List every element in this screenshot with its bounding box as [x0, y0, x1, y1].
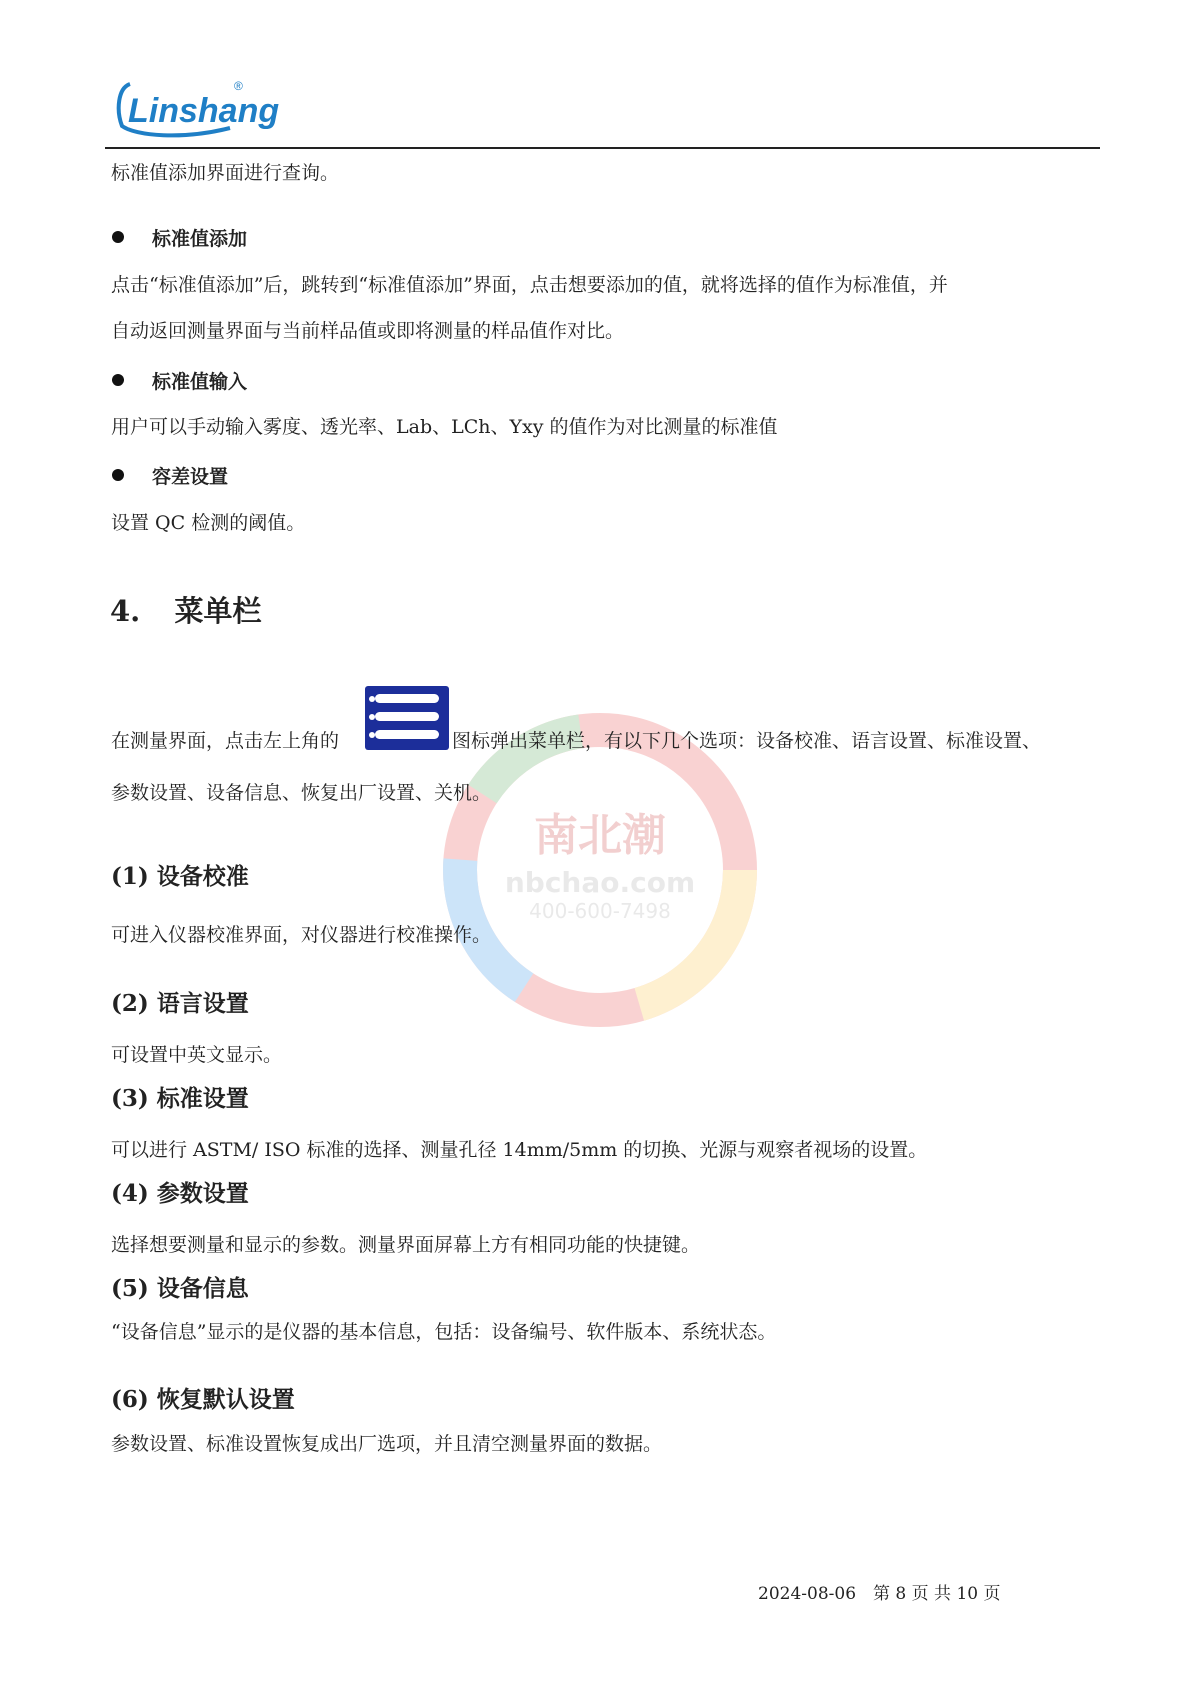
watermark-text-domain: nbchao.com	[504, 866, 696, 899]
item-title-device-info: (5) 设备信息	[111, 1275, 249, 1302]
bullet-text-tolerance: 设置 QC 检测的阈值。	[111, 512, 306, 534]
logo-text: Linshang	[128, 92, 280, 130]
bullet-dot	[112, 469, 124, 481]
section-heading	[110, 589, 262, 630]
item-title-factory-reset: (6) 恢复默认设置	[111, 1386, 295, 1413]
bullet-title-standard-add: 标准值添加	[152, 228, 248, 250]
menu-list-icon	[365, 686, 449, 750]
header-rule	[105, 147, 1100, 149]
item-title-standard: (3) 标准设置	[111, 1085, 249, 1112]
bullet-title-standard-input: 标准值输入	[152, 371, 248, 393]
item-desc-device-info: “设备信息”显示的是仪器的基本信息，包括：设备编号、软件版本、系统状态。	[111, 1321, 777, 1343]
bullet-dot	[112, 231, 124, 243]
watermark-text-cn: 南北潮	[534, 810, 666, 861]
bullet-text-standard-add-1: 点击“标准值添加”后，跳转到“标准值添加”界面，点击想要添加的值，就将选择的值作为标准值，并	[111, 274, 948, 296]
item-desc-factory-reset: 参数设置、标准设置恢复成出厂选项，并且清空测量界面的数据。	[111, 1433, 663, 1455]
bullet-text-standard-add-2: 自动返回测量界面与当前样品值或即将测量的样品值作对比。	[111, 320, 625, 342]
bullet-dot	[112, 374, 124, 386]
item-desc-standard: 可以进行 ASTM/ ISO 标准的选择、测量孔径 14mm/5mm 的切换、光源与观察者视场的设置。	[111, 1139, 928, 1161]
section-number: 4.	[110, 594, 141, 628]
intro-line: 标准值添加界面进行查询。	[111, 162, 340, 184]
page-footer: 2024-08-06 第 8 页 共 10 页	[758, 1584, 1001, 1604]
item-desc-parameter: 选择想要测量和显示的参数。测量界面屏幕上方有相同功能的快捷键。	[111, 1234, 701, 1256]
section-intro-line2: 参数设置、设备信息、恢复出厂设置、关机。	[111, 782, 492, 804]
section-intro-part1: 在测量界面，点击左上角的	[111, 730, 340, 752]
bullet-title-tolerance: 容差设置	[152, 466, 229, 488]
item-title-parameter: (4) 参数设置	[111, 1180, 249, 1207]
bullet-text-standard-input: 用户可以手动输入雾度、透光率、Lab、LCh、Yxy 的值作为对比测量的标准值	[111, 416, 778, 438]
item-desc-calibration: 可进入仪器校准界面，对仪器进行校准操作。	[111, 924, 492, 946]
registered-mark: ®	[234, 79, 243, 93]
watermark-text-phone: 400-600-7498	[529, 899, 671, 923]
item-desc-language: 可设置中英文显示。	[111, 1044, 283, 1066]
item-title-language: (2) 语言设置	[111, 990, 249, 1017]
section-intro-part2: 图标弹出菜单栏，有以下几个选项：设备校准、语言设置、标准设置、	[452, 730, 1042, 752]
linshang-logo	[112, 74, 280, 144]
item-title-calibration: (1) 设备校准	[111, 863, 249, 890]
section-title: 菜单栏	[174, 594, 262, 628]
